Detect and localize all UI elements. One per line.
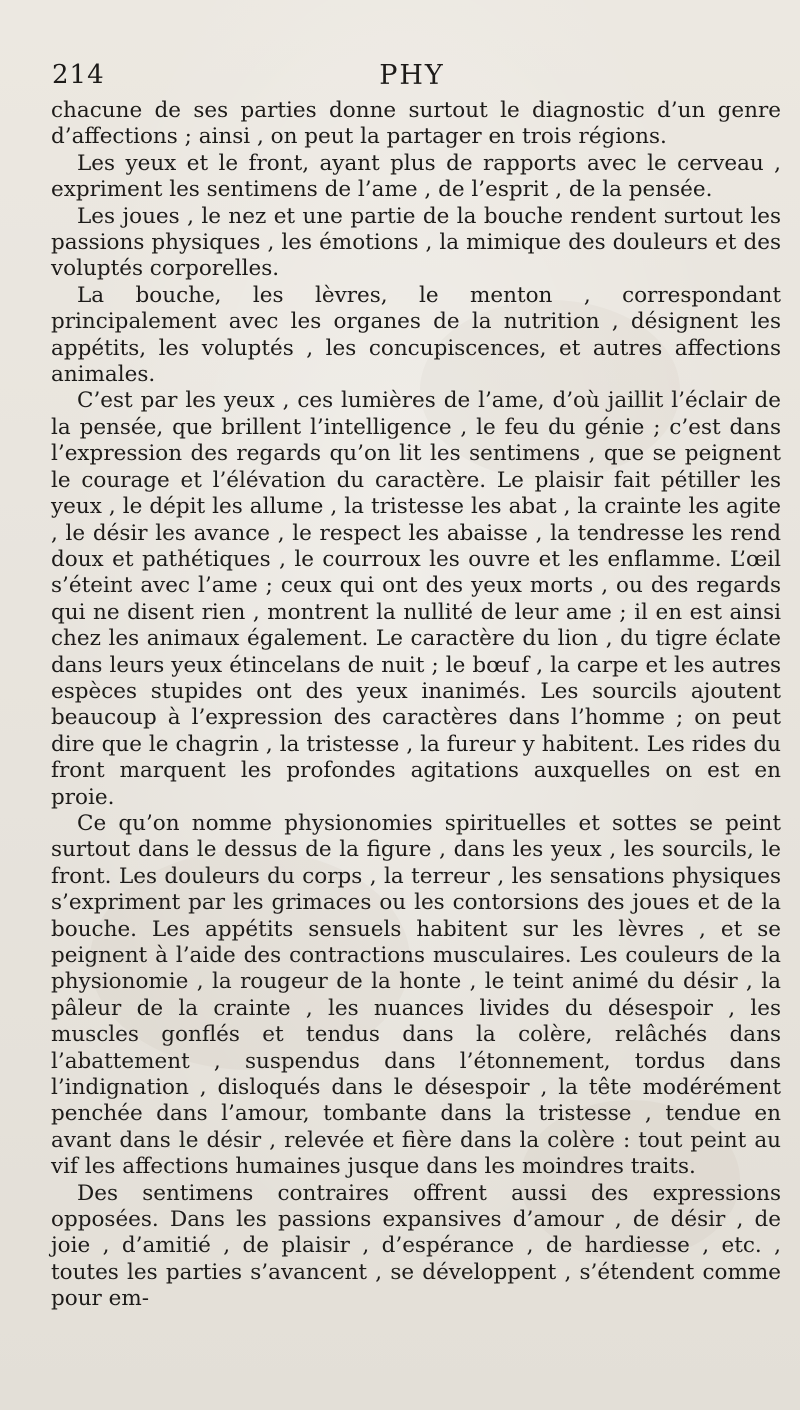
- paragraph: Les joues , le nez et une partie de la bouche rendent surtout les passions physiques , les émotions , la mimique des douleurs et des voluptés corporelles.: [51, 203, 781, 282]
- paragraph: chacune de ses parties donne surtout le diagnostic d’un genre d’affections ; ainsi , on peut la partager en trois régions.: [51, 98, 781, 150]
- page-header: [44, 56, 780, 98]
- paragraph: Des sentimens contraires offrent aussi des expressions opposées. Dans les passions expansives d’amour , de désir , de joie , d’amitié , de plaisir , d’espérance , de hardiesse , etc. , toutes les parties s’avancent , se développent , s’étendent comme pour em-: [51, 1180, 781, 1312]
- paragraph: Ce qu’on nomme physionomies spirituelles et sottes se peint surtout dans le dessus de la figure , dans les yeux , les sourcils, le front. Les douleurs du corps , la terreur , les sensations physiques s’expriment par les grimaces ou les contorsions des joues et de la bouche. Les appétits sensuels habitent sur les lèvres , et se peignent à l’aide des contractions musculaires. Les couleurs de la physionomie , la rougeur de la honte , le teint animé du désir , la pâleur de la crainte , les nuances livides du désespoir , les muscles gonflés et tendus dans la colère, relâchés dans l’abattement , suspendus dans l’étonnement, tordus dans l’indignation , disloqués dans le désespoir , la tête modérément penchée dans l’amour, tombante dans la tristesse , tendue en avant dans le désir , relevée et fière dans la colère : tout peint au vif les affections humaines jusque dans les moindres traits.: [51, 810, 781, 1180]
- paragraph: C’est par les yeux , ces lumières de l’ame, d’où jaillit l’éclair de la pensée, que brillent l’intelligence , le feu du génie ; c’est dans l’expression des regards qu’on lit les sentimens , que se peignent le courage et l’élévation du caractère. Le plaisir fait pétiller les yeux , le dépit les allume , la tristesse les abat , la crainte les agite , le désir les avance , le respect les abaisse , la tendresse les rend doux et pathétiques , le courroux les ouvre et les enflamme. L’œil s’éteint avec l’ame ; ceux qui ont des yeux morts , ou des regards qui ne disent rien , montrent la nullité de leur ame ; il en est ainsi chez les animaux également. Le caractère du lion , du tigre éclate dans leurs yeux étincelans de nuit ; le bœuf , la carpe et les autres espèces stupides ont des yeux inanimés. Les sourcils ajoutent beaucoup à l’expression des caractères dans l’homme ; on peut dire que le chagrin , la tristesse , la fureur y habitent. Les rides du front marquent les profondes agitations auxquelles on est en proie.: [51, 388, 781, 810]
- page-number: 214: [52, 60, 105, 90]
- body-text: [51, 98, 781, 1313]
- paragraph: Les yeux et le front, ayant plus de rapports avec le cerveau , expriment les sentimens de l’ame , de l’esprit , de la pensée.: [51, 150, 781, 203]
- paragraph: La bouche, les lèvres, le menton , correspondant principalement avec les organes de la nutrition , désignent les appétits, les voluptés , les concupiscences, et autres affections animales.: [51, 282, 781, 388]
- running-head: PHY: [379, 60, 445, 91]
